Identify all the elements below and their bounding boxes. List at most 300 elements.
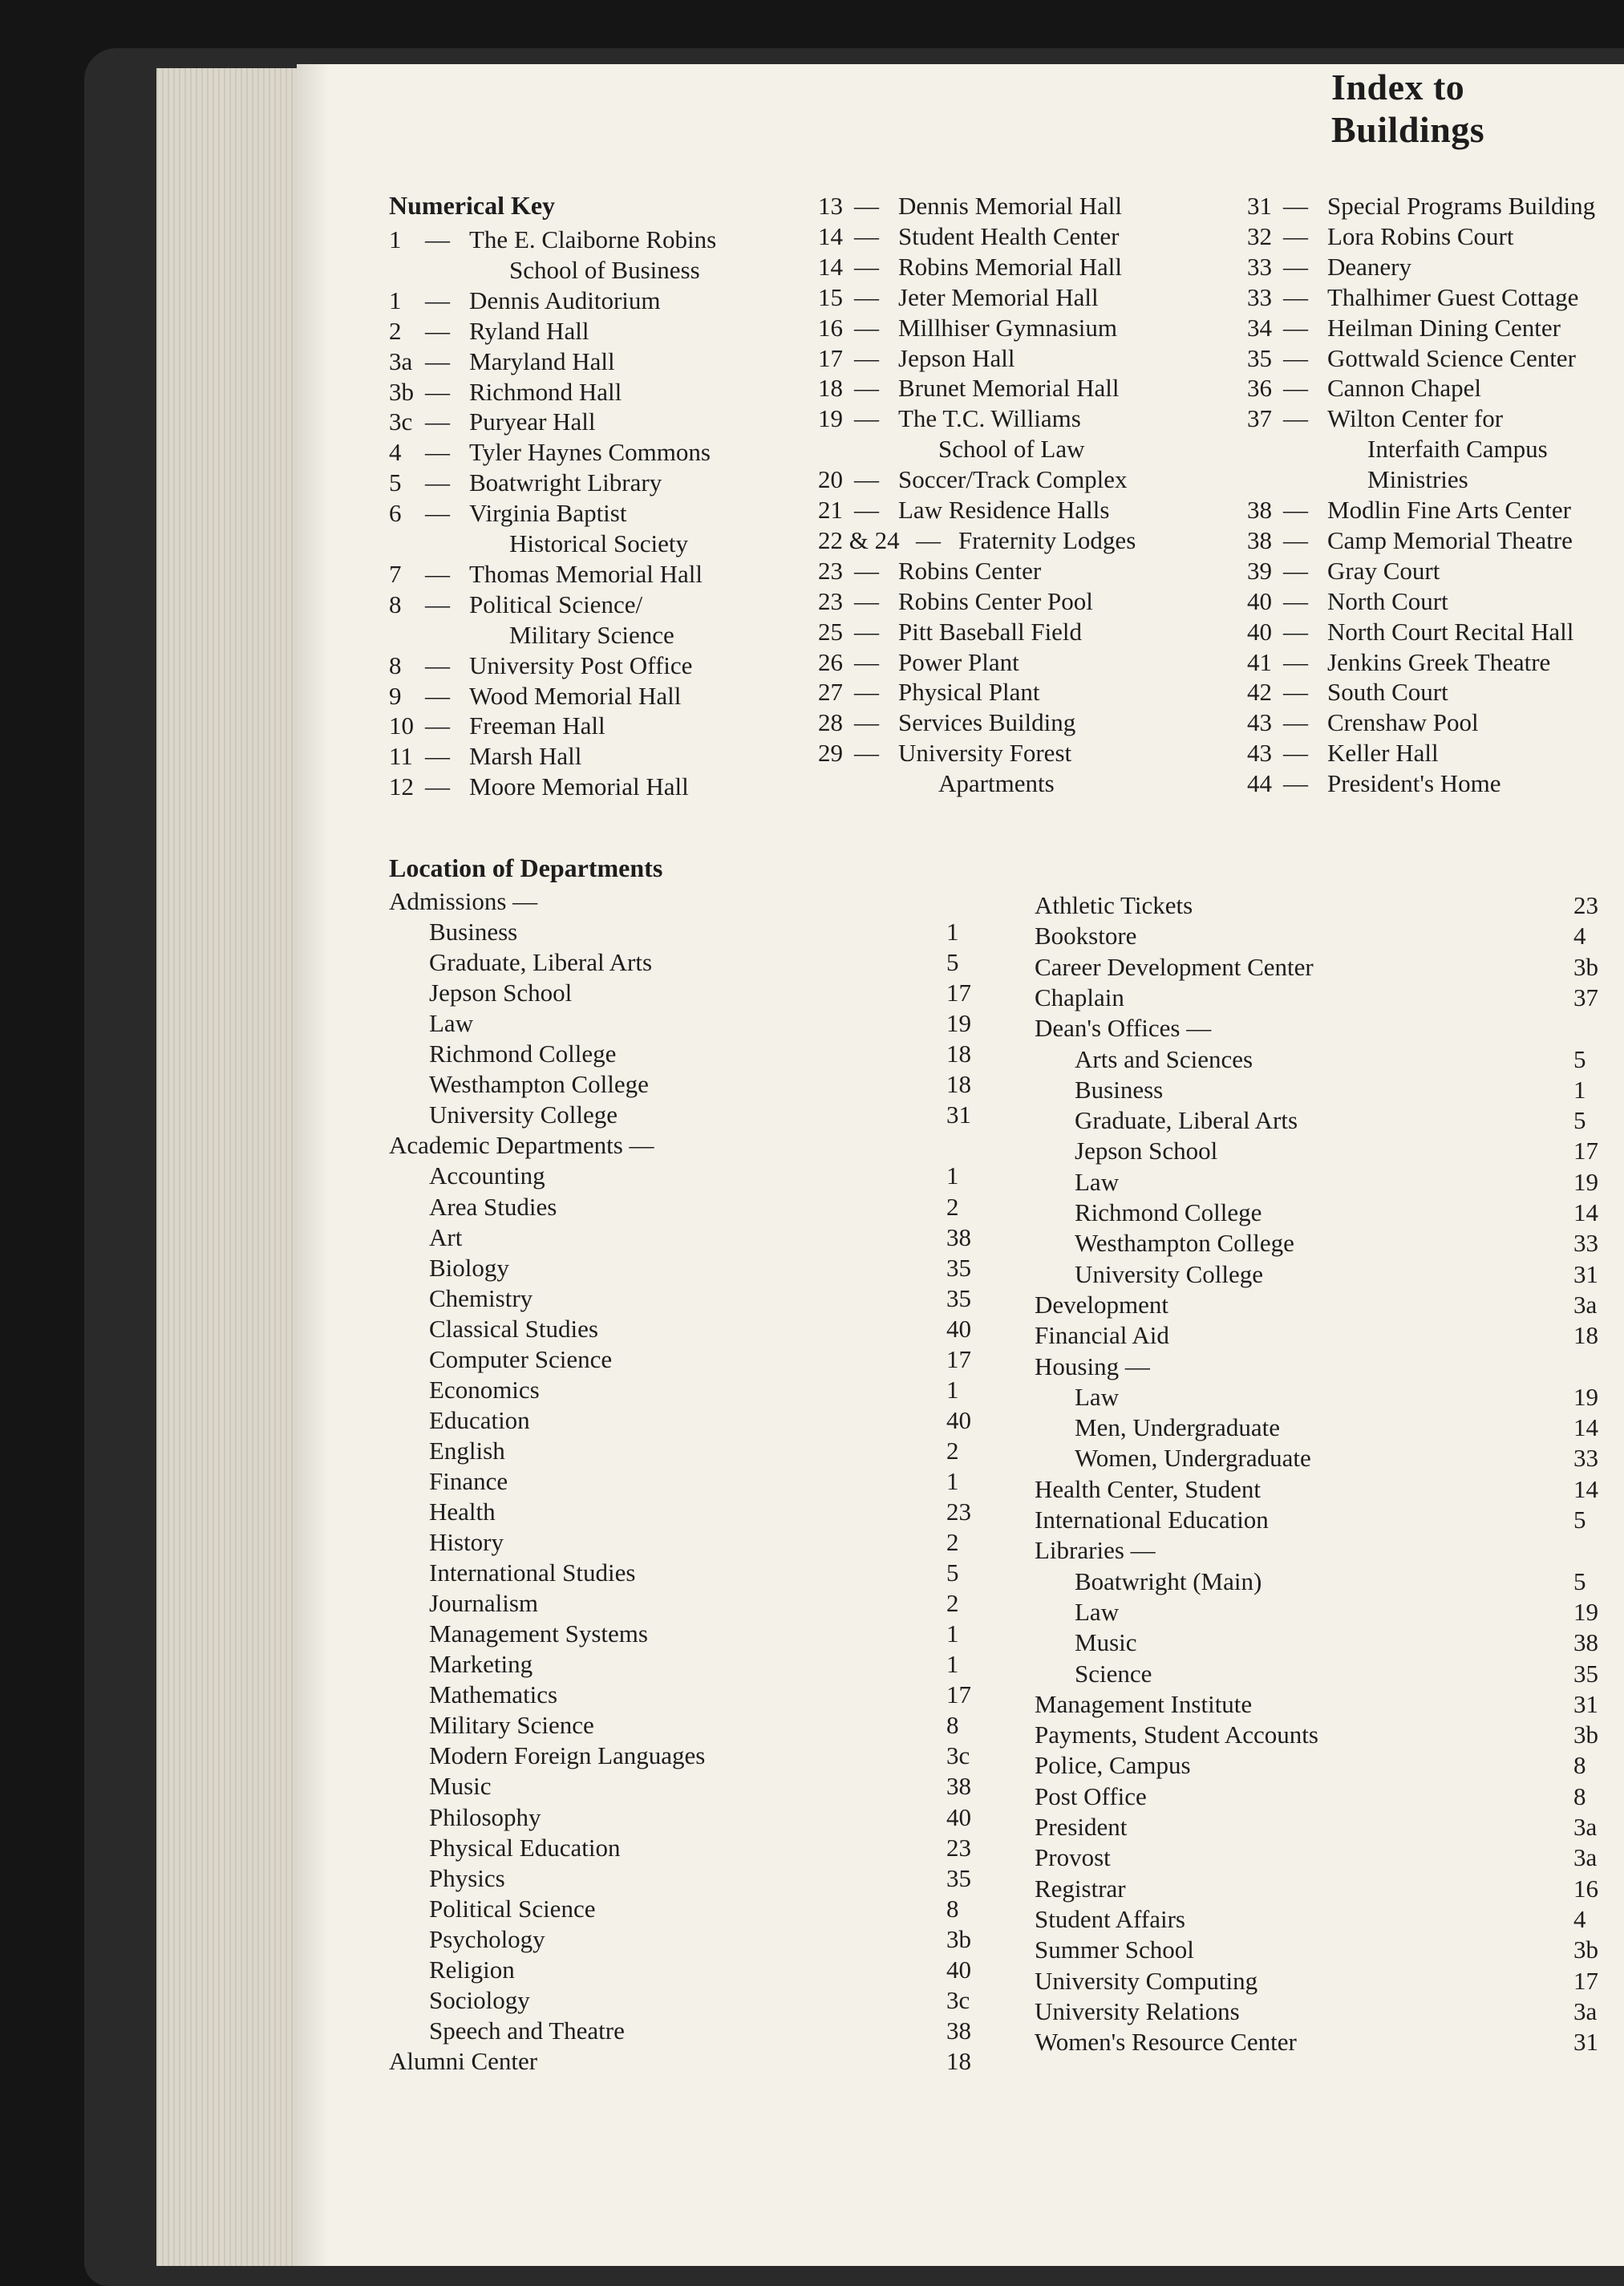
department-building-number: 23 (946, 1498, 971, 1526)
building-number: 15 (818, 282, 843, 311)
department-name: Graduate, Liberal Arts (429, 948, 653, 977)
building-name: Pitt Baseball Field (898, 617, 1083, 646)
em-dash: — (854, 556, 879, 585)
department-name: Law (429, 1009, 474, 1038)
department-building-number: 38 (946, 1772, 971, 1801)
building-number: 38 (1247, 496, 1272, 524)
building-number: 31 (1247, 192, 1272, 220)
building-number: 39 (1247, 556, 1272, 585)
building-name: Ryland Hall (469, 316, 589, 345)
em-dash: — (1283, 404, 1308, 433)
em-dash: — (425, 742, 450, 771)
em-dash: — (425, 711, 450, 740)
em-dash: — (1283, 221, 1308, 250)
department-building-number: 18 (946, 1040, 971, 1068)
department-building-number: 5 (1573, 1567, 1586, 1595)
building-number: 34 (1247, 313, 1272, 342)
department-building-number: 37 (1573, 983, 1598, 1011)
building-number: 32 (1247, 221, 1272, 250)
building-number: 10 (389, 711, 414, 740)
department-building-number: 18 (946, 2046, 971, 2075)
department-name: Chemistry (429, 1283, 533, 1312)
em-dash: — (425, 590, 450, 618)
em-dash: — (425, 772, 450, 801)
department-building-number: 35 (946, 1863, 971, 1892)
department-name: International Studies (429, 1558, 636, 1587)
building-number: 5 (389, 468, 402, 497)
department-building-number: 5 (1573, 1044, 1586, 1073)
department-name: Economics (429, 1375, 540, 1404)
building-name: Gottwald Science Center (1327, 343, 1576, 372)
department-name: Admissions — (389, 887, 538, 915)
department-name: Academic Departments — (389, 1131, 654, 1160)
building-number: 17 (818, 343, 843, 372)
building-number: 33 (1247, 252, 1272, 281)
building-name: President's Home (1327, 769, 1501, 798)
department-building-number: 19 (1573, 1382, 1598, 1411)
em-dash: — (854, 404, 879, 433)
building-name: Robins Center (898, 556, 1042, 585)
department-name: Women, Undergraduate (1075, 1444, 1311, 1473)
em-dash: — (425, 468, 450, 497)
building-number: 13 (818, 192, 843, 220)
building-name: Jenkins Greek Theatre (1327, 647, 1551, 676)
department-name: Westhampton College (1075, 1229, 1294, 1258)
building-name: North Court Recital Hall (1327, 617, 1574, 646)
department-name: Religion (429, 1955, 515, 1984)
building-number: 42 (1247, 678, 1272, 707)
building-number: 16 (818, 313, 843, 342)
em-dash: — (425, 347, 450, 375)
department-name: Housing — (1035, 1352, 1150, 1380)
building-name: Tyler Haynes Commons (469, 438, 711, 467)
building-name: Lora Robins Court (1327, 221, 1514, 250)
department-name: Career Development Center (1035, 952, 1314, 981)
building-number: 8 (389, 590, 402, 618)
department-name: Art (429, 1222, 463, 1251)
em-dash: — (854, 221, 879, 250)
building-number: 20 (818, 465, 843, 494)
department-building-number: 3a (1573, 1996, 1598, 2025)
department-building-number: 4 (1573, 1904, 1586, 1933)
building-name: Dennis Memorial Hall (898, 192, 1122, 220)
building-name: Moore Memorial Hall (469, 772, 689, 801)
department-building-number: 35 (1573, 1659, 1598, 1688)
building-number: 28 (818, 708, 843, 737)
department-building-number: 23 (946, 1833, 971, 1862)
em-dash: — (425, 438, 450, 467)
building-name: Wood Memorial Hall (469, 681, 682, 710)
department-name: Student Affairs (1035, 1904, 1185, 1933)
department-name: Political Science (429, 1894, 596, 1923)
department-name: Physical Education (429, 1833, 621, 1862)
department-building-number: 40 (946, 1314, 971, 1343)
department-name: Westhampton College (429, 1070, 649, 1099)
departments-heading: Location of Departments (389, 853, 663, 882)
department-name: University College (429, 1100, 618, 1129)
building-name: Interfaith Campus (1367, 435, 1548, 464)
em-dash: — (425, 681, 450, 710)
department-name: Richmond College (429, 1040, 617, 1068)
building-name: Political Science/ (469, 590, 643, 618)
department-name: Post Office (1035, 1781, 1147, 1810)
building-name: Jepson Hall (898, 343, 1015, 372)
building-name: Dennis Auditorium (469, 286, 661, 314)
building-name: Modlin Fine Arts Center (1327, 496, 1571, 524)
building-name: Robins Center Pool (898, 586, 1093, 615)
department-building-number: 8 (1573, 1751, 1586, 1780)
department-building-number: 38 (946, 2016, 971, 2045)
building-number: 14 (818, 252, 843, 281)
department-building-number: 1 (946, 1466, 959, 1495)
building-number: 23 (818, 586, 843, 615)
department-name: Area Studies (429, 1192, 557, 1221)
em-dash: — (854, 586, 879, 615)
department-building-number: 3b (1573, 1935, 1598, 1964)
building-name: Puryear Hall (469, 407, 596, 436)
department-name: Financial Aid (1035, 1321, 1169, 1350)
department-building-number: 2 (946, 1192, 959, 1221)
department-name: Richmond College (1075, 1198, 1262, 1226)
department-building-number: 5 (946, 948, 959, 977)
building-name: Military Science (509, 620, 674, 649)
building-number: 43 (1247, 708, 1272, 737)
department-name: Biology (429, 1253, 509, 1282)
building-name: School of Law (938, 435, 1085, 464)
building-name: Maryland Hall (469, 347, 615, 375)
building-number: 29 (818, 739, 843, 768)
building-name: Historical Society (509, 529, 688, 557)
department-building-number: 40 (946, 1955, 971, 1984)
department-name: Athletic Tickets (1035, 891, 1193, 919)
building-number: 22 & 24 (818, 525, 900, 554)
em-dash: — (1283, 586, 1308, 615)
department-name: History (429, 1528, 504, 1557)
building-number: 33 (1247, 282, 1272, 311)
department-building-number: 8 (946, 1711, 959, 1740)
building-number: 38 (1247, 525, 1272, 554)
em-dash: — (854, 708, 879, 737)
department-name: Men, Undergraduate (1075, 1413, 1280, 1442)
department-name: Graduate, Liberal Arts (1075, 1106, 1298, 1135)
em-dash: — (854, 252, 879, 281)
em-dash: — (425, 286, 450, 314)
em-dash: — (1283, 343, 1308, 372)
department-name: Summer School (1035, 1935, 1194, 1964)
department-name: Management Systems (429, 1619, 648, 1648)
building-name: The E. Claiborne Robins (469, 225, 717, 253)
em-dash: — (1283, 525, 1308, 554)
department-building-number: 3b (946, 1924, 971, 1953)
department-name: Chaplain (1035, 983, 1124, 1011)
page-header-title: Index to Buildings (1331, 67, 1485, 150)
building-number: 3c (389, 407, 413, 436)
department-name: Law (1075, 1167, 1120, 1196)
building-name: Heilman Dining Center (1327, 313, 1561, 342)
building-name: The T.C. Williams (898, 404, 1081, 433)
department-building-number: 19 (1573, 1167, 1598, 1196)
building-number: 11 (389, 742, 413, 771)
department-building-number: 17 (1573, 1966, 1598, 1995)
building-name: Robins Memorial Hall (898, 252, 1122, 281)
em-dash: — (1283, 252, 1308, 281)
department-building-number: 2 (946, 1589, 959, 1618)
em-dash: — (1283, 556, 1308, 585)
building-number: 41 (1247, 647, 1272, 676)
department-building-number: 8 (1573, 1781, 1586, 1810)
building-number: 7 (389, 559, 402, 588)
building-number: 25 (818, 617, 843, 646)
building-name: South Court (1327, 678, 1448, 707)
building-number: 21 (818, 496, 843, 524)
department-name: Law (1075, 1597, 1120, 1626)
em-dash: — (854, 647, 879, 676)
building-number: 36 (1247, 374, 1272, 403)
page-edges (156, 68, 297, 2266)
numerical-key-heading: Numerical Key (389, 191, 556, 220)
building-number: 14 (818, 221, 843, 250)
building-number: 4 (389, 438, 402, 467)
department-name: Jepson School (1075, 1137, 1218, 1165)
building-name: Richmond Hall (469, 377, 622, 406)
department-name: Philosophy (429, 1802, 541, 1831)
department-name: Business (429, 918, 518, 946)
em-dash: — (1283, 647, 1308, 676)
building-name: Thomas Memorial Hall (469, 559, 703, 588)
building-name: Cannon Chapel (1327, 374, 1481, 403)
em-dash: — (1283, 192, 1308, 220)
department-name: Music (429, 1772, 492, 1801)
building-name: Jeter Memorial Hall (898, 282, 1099, 311)
department-building-number: 16 (1573, 1874, 1598, 1903)
department-building-number: 38 (946, 1222, 971, 1251)
building-number: 12 (389, 772, 414, 801)
department-name: President (1035, 1813, 1128, 1841)
building-name: School of Business (509, 255, 700, 284)
department-name: Arts and Sciences (1075, 1044, 1253, 1073)
building-name: Thalhimer Guest Cottage (1327, 282, 1579, 311)
em-dash: — (854, 343, 879, 372)
building-number: 2 (389, 316, 402, 345)
building-name: Millhiser Gymnasium (898, 313, 1117, 342)
department-building-number: 17 (946, 979, 971, 1007)
building-name: Power Plant (898, 647, 1019, 676)
department-name: Development (1035, 1290, 1169, 1319)
building-number: 1 (389, 225, 402, 253)
page-gutter-shadow (297, 64, 329, 2266)
department-name: Business (1075, 1075, 1164, 1104)
department-building-number: 17 (946, 1344, 971, 1373)
department-building-number: 31 (1573, 2028, 1598, 2057)
building-name: Ministries (1367, 465, 1468, 494)
building-number: 19 (818, 404, 843, 433)
building-name: Keller Hall (1327, 739, 1439, 768)
em-dash: — (425, 316, 450, 345)
department-building-number: 33 (1573, 1229, 1598, 1258)
department-building-number: 35 (946, 1253, 971, 1282)
department-building-number: 31 (1573, 1259, 1598, 1288)
department-building-number: 23 (1573, 891, 1598, 919)
building-number: 9 (389, 681, 402, 710)
em-dash: — (425, 559, 450, 588)
department-name: Police, Campus (1035, 1751, 1191, 1780)
department-name: Payments, Student Accounts (1035, 1721, 1318, 1749)
building-name: Apartments (938, 769, 1055, 798)
department-name: Accounting (429, 1161, 545, 1190)
building-name: Boatwright Library (469, 468, 662, 497)
department-name: Boatwright (Main) (1075, 1567, 1262, 1595)
department-building-number: 14 (1573, 1474, 1598, 1503)
department-building-number: 3a (1573, 1290, 1598, 1319)
em-dash: — (425, 499, 450, 528)
department-name: Registrar (1035, 1874, 1126, 1903)
building-number: 3b (389, 377, 414, 406)
building-name: Camp Memorial Theatre (1327, 525, 1573, 554)
department-name: Classical Studies (429, 1314, 598, 1343)
em-dash: — (854, 282, 879, 311)
department-building-number: 17 (1573, 1137, 1598, 1165)
building-number: 3a (389, 347, 413, 375)
department-name: Mathematics (429, 1680, 558, 1709)
department-building-number: 19 (1573, 1597, 1598, 1626)
building-name: North Court (1327, 586, 1448, 615)
em-dash: — (854, 465, 879, 494)
building-number: 23 (818, 556, 843, 585)
building-name: Gray Court (1327, 556, 1440, 585)
department-name: Physics (429, 1863, 505, 1892)
department-name: Libraries — (1035, 1536, 1156, 1565)
building-name: Virginia Baptist (469, 499, 627, 528)
building-name: Student Health Center (898, 221, 1120, 250)
building-name: Special Programs Building (1327, 192, 1596, 220)
em-dash: — (854, 313, 879, 342)
building-name: Services Building (898, 708, 1076, 737)
department-building-number: 1 (946, 1650, 959, 1679)
department-building-number: 3c (946, 1741, 970, 1770)
department-name: Marketing (429, 1650, 533, 1679)
building-name: Brunet Memorial Hall (898, 374, 1120, 403)
building-name: Freeman Hall (469, 711, 605, 740)
department-name: Finance (429, 1466, 508, 1495)
department-building-number: 31 (946, 1100, 971, 1129)
em-dash: — (1283, 708, 1308, 737)
em-dash: — (916, 525, 941, 554)
department-building-number: 31 (1573, 1689, 1598, 1718)
em-dash: — (854, 192, 879, 220)
department-name: Provost (1035, 1843, 1111, 1872)
department-name: Psychology (429, 1924, 545, 1953)
department-name: Journalism (429, 1589, 539, 1618)
em-dash: — (425, 225, 450, 253)
em-dash: — (425, 377, 450, 406)
em-dash: — (1283, 769, 1308, 798)
department-name: Law (1075, 1382, 1120, 1411)
department-name: University Relations (1035, 1996, 1240, 2025)
em-dash: — (854, 496, 879, 524)
department-building-number: 2 (946, 1436, 959, 1465)
building-name: University Forest (898, 739, 1072, 768)
em-dash: — (425, 651, 450, 679)
department-name: Military Science (429, 1711, 594, 1740)
department-building-number: 5 (1573, 1106, 1586, 1135)
department-building-number: 19 (946, 1009, 971, 1038)
building-name: Wilton Center for (1327, 404, 1504, 433)
em-dash: — (1283, 313, 1308, 342)
department-name: Science (1075, 1659, 1152, 1688)
building-number: 18 (818, 374, 843, 403)
department-name: University Computing (1035, 1966, 1258, 1995)
department-name: Education (429, 1405, 530, 1434)
em-dash: — (1283, 374, 1308, 403)
building-name: Soccer/Track Complex (898, 465, 1128, 494)
department-building-number: 1 (946, 1161, 959, 1190)
department-building-number: 35 (946, 1283, 971, 1312)
building-name: Law Residence Halls (898, 496, 1110, 524)
em-dash: — (1283, 678, 1308, 707)
department-building-number: 4 (1573, 922, 1586, 950)
department-building-number: 17 (946, 1680, 971, 1709)
department-name: Dean's Offices — (1035, 1014, 1212, 1043)
department-name: Health (429, 1498, 496, 1526)
building-number: 44 (1247, 769, 1272, 798)
department-name: Modern Foreign Languages (429, 1741, 706, 1770)
em-dash: — (425, 407, 450, 436)
em-dash: — (854, 678, 879, 707)
building-number: 8 (389, 651, 402, 679)
department-name: Women's Resource Center (1035, 2028, 1297, 2057)
department-building-number: 8 (946, 1894, 959, 1923)
department-name: Jepson School (429, 979, 573, 1007)
building-name: Marsh Hall (469, 742, 582, 771)
department-name: Sociology (429, 1985, 530, 2014)
em-dash: — (854, 739, 879, 768)
department-building-number: 5 (1573, 1506, 1586, 1534)
department-building-number: 14 (1573, 1413, 1598, 1442)
department-building-number: 33 (1573, 1444, 1598, 1473)
building-name: Deanery (1327, 252, 1411, 281)
building-name: Fraternity Lodges (958, 525, 1136, 554)
em-dash: — (1283, 617, 1308, 646)
building-number: 26 (818, 647, 843, 676)
department-building-number: 38 (1573, 1628, 1598, 1657)
building-number: 43 (1247, 739, 1272, 768)
department-building-number: 2 (946, 1528, 959, 1557)
department-building-number: 3b (1573, 952, 1598, 981)
building-name: Crenshaw Pool (1327, 708, 1479, 737)
department-building-number: 3b (1573, 1721, 1598, 1749)
em-dash: — (854, 617, 879, 646)
building-number: 1 (389, 286, 402, 314)
department-building-number: 1 (946, 1619, 959, 1648)
department-name: Computer Science (429, 1344, 613, 1373)
department-name: University College (1075, 1259, 1264, 1288)
department-name: Alumni Center (389, 2046, 538, 2075)
department-building-number: 18 (1573, 1321, 1598, 1350)
department-building-number: 40 (946, 1802, 971, 1831)
department-building-number: 1 (946, 918, 959, 946)
department-name: Bookstore (1035, 922, 1137, 950)
department-name: Speech and Theatre (429, 2016, 625, 2045)
department-building-number: 18 (946, 1070, 971, 1099)
building-name: Physical Plant (898, 678, 1040, 707)
department-name: English (429, 1436, 505, 1465)
building-number: 27 (818, 678, 843, 707)
em-dash: — (854, 374, 879, 403)
building-number: 40 (1247, 586, 1272, 615)
em-dash: — (1283, 496, 1308, 524)
department-building-number: 3a (1573, 1813, 1598, 1841)
building-number: 37 (1247, 404, 1272, 433)
